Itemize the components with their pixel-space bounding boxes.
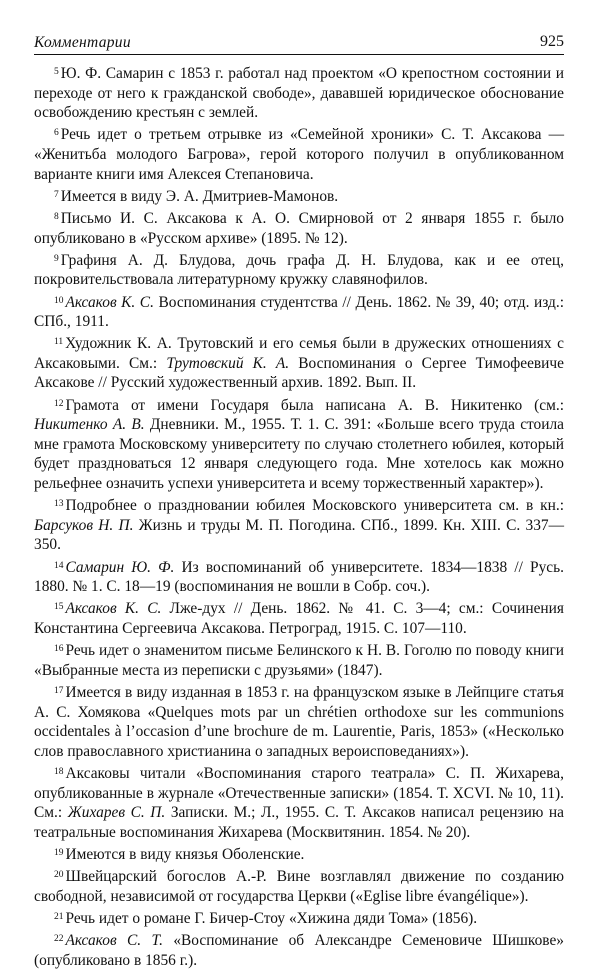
note-text: Речь идет о знаменитом письме Белинского к Н. В. Гоголю по поводу книги «Выбранные места из переписки с друзьями» (1847). (34, 642, 564, 679)
author-name: Барсуков Н. П. (34, 516, 134, 534)
author-name: Жихарев С. П. (67, 804, 166, 822)
footnote-number: 7 (54, 189, 59, 200)
note-text: Письмо И. С. Аксакова к А. О. Смирновой от 2 января 1855 г. было опубликовано в «Русском архиве» (1895. № 12). (34, 209, 564, 247)
footnote-11 (34, 334, 564, 393)
page-number: 925 (540, 33, 564, 50)
footnote-20 (34, 867, 564, 906)
footnote-13 (34, 496, 564, 555)
note-text: Грамота от имени Государя была написана А. В. Никитенко (см.: (65, 396, 564, 414)
note-text: Имеются в виду князья Оболенские. (65, 845, 305, 863)
footnote-18 (34, 764, 564, 842)
footnote-9 (34, 251, 564, 290)
author-name: Самарин Ю. Ф. (65, 558, 175, 576)
author-name: Никитенко А. В. (34, 416, 145, 434)
footnote-21 (34, 909, 564, 929)
footnote-12 (34, 396, 564, 494)
footnote-number: 18 (54, 766, 64, 777)
footnote-10 (34, 293, 564, 332)
note-text: Аксаковы читали «Воспоминания старого театрала» С. П. Жихарева, опубликованные в журнале «Отечественные записки» (1854. Т. XCVI. № 10, 11). См.: (34, 764, 564, 822)
footnote-number: 20 (54, 870, 64, 881)
footnote-8 (34, 209, 564, 248)
author-name: Аксаков С. Т. (65, 932, 163, 950)
footnote-number: 13 (54, 499, 64, 510)
author-name: Аксаков К. С. (65, 293, 154, 311)
footnote-number: 10 (54, 295, 64, 306)
note-text: Швейцарский богослов А.-Р. Вине возглавлял движение по созданию свободной, независимой от государства Церкви («Eglise libre évangélique»). (34, 868, 564, 905)
note-text: Записки. М.; Л., 1955. С. Т. Аксаков написал рецензию на театральные воспоминания Жихарева (Москвитянин. 1854. № 20). (34, 804, 564, 841)
footnote-number: 22 (54, 934, 64, 945)
footnote-number: 17 (54, 685, 64, 696)
note-text: Из воспоминаний об университете. 1834—1838 // Русь. 1880. № 1. С. 18—19 (воспоминания не вошли в Собр. соч.). (34, 558, 564, 596)
note-text: Художник К. А. Трутовский и его семья были в дружеских отношениях с Аксаковыми. См.: (34, 335, 564, 372)
note-text: Речь идет о романе Г. Бичер-Стоу «Хижина дяди Тома» (1856). (65, 909, 478, 927)
note-text: Графиня А. Д. Блудова, дочь графа Д. Н. Блудова, как и ее отец, покровительствовала литературному кружку славянофилов. (34, 251, 564, 289)
footnote-15 (34, 599, 564, 638)
running-title: Комментарии (34, 34, 131, 51)
footnote-16 (34, 641, 564, 680)
footnote-number: 5 (54, 67, 59, 77)
footnote-number: 21 (54, 911, 64, 922)
footnote-7 (34, 187, 564, 207)
note-text: Имеется в виду изданная в 1853 г. на французском языке в Лейпциге статья А. С. Хомякова «Quelques mots par un chrétien orthodoxe sur les communions occidentales à l’occasion d’une brochure de m. Laurentie, Paris, 1853» («Несколько слов православного христианина о западных вероисповеданиях»). (34, 683, 564, 760)
footnote-number: 8 (54, 211, 59, 222)
footnote-number: 14 (54, 560, 64, 571)
note-text: Ю. Ф. Самарин с 1853 г. работал над проектом «О крепостном состоянии и переходе от него к гражданской свободе», дававшей юридическое обоснование освобождению крестьян с землей. (34, 65, 564, 122)
footnote-19 (34, 845, 564, 865)
note-text: Жизнь и труды М. П. Погодина. СПб., 1899. Кн. XIII. С. 337—350. (34, 516, 564, 554)
footnote-5 (34, 64, 564, 123)
note-text: «Воспоминание об Александре Семеновиче Шишкове» (опубликовано в 1856 г.). (34, 932, 564, 969)
footnote-number: 12 (54, 398, 64, 409)
note-text: Подробнее о праздновании юбилея Московского университета см. в кн.: (65, 497, 564, 515)
note-text: Воспоминания студентства // День. 1862. № 39, 40; отд. изд.: СПб., 1911. (34, 293, 564, 331)
note-text: Дневники. М., 1955. Т. 1. С. 391: «Больше всего труда стоила мне грамота Московскому университету по случаю столетнего юбилея, который будет праздноваться 12 января следующего года. Мне хотелось как можно рельефнее означить успехи университета и всему торжественный характер»). (34, 416, 564, 493)
running-header (34, 30, 564, 55)
author-name: Аксаков К. С. (65, 600, 162, 618)
footnote-22 (34, 931, 564, 970)
commentary-notes (34, 64, 564, 973)
footnote-17 (34, 683, 564, 761)
footnote-number: 15 (54, 602, 64, 613)
footnote-number: 6 (54, 128, 59, 139)
footnote-number: 9 (54, 253, 59, 264)
note-text: Воспоминания о Сергее Тимофеевиче Аксакове // Русский художественный архив. 1892. Вып. II. (34, 354, 564, 392)
footnote-14 (34, 558, 564, 597)
note-text: Лже-дух // День. 1862. № 41. С. 3—4; см.: Сочинения Константина Сергеевича Аксакова. Петроград, 1915. С. 107—110. (34, 600, 564, 637)
note-text: Речь идет о третьем отрывке из «Семейной хроники» С. Т. Аксакова — «Женитьба молодого Багрова», герой которого получил в опубликованном варианте книги имя Алексея Степановича. (34, 126, 564, 183)
author-name: Трутовский К. А. (166, 354, 290, 372)
footnote-number: 19 (54, 847, 64, 858)
footnote-number: 16 (54, 644, 64, 655)
footnote-number: 11 (54, 337, 64, 348)
footnote-6 (34, 125, 564, 184)
note-text: Имеется в виду Э. А. Дмитриев-Мамонов. (60, 187, 339, 205)
